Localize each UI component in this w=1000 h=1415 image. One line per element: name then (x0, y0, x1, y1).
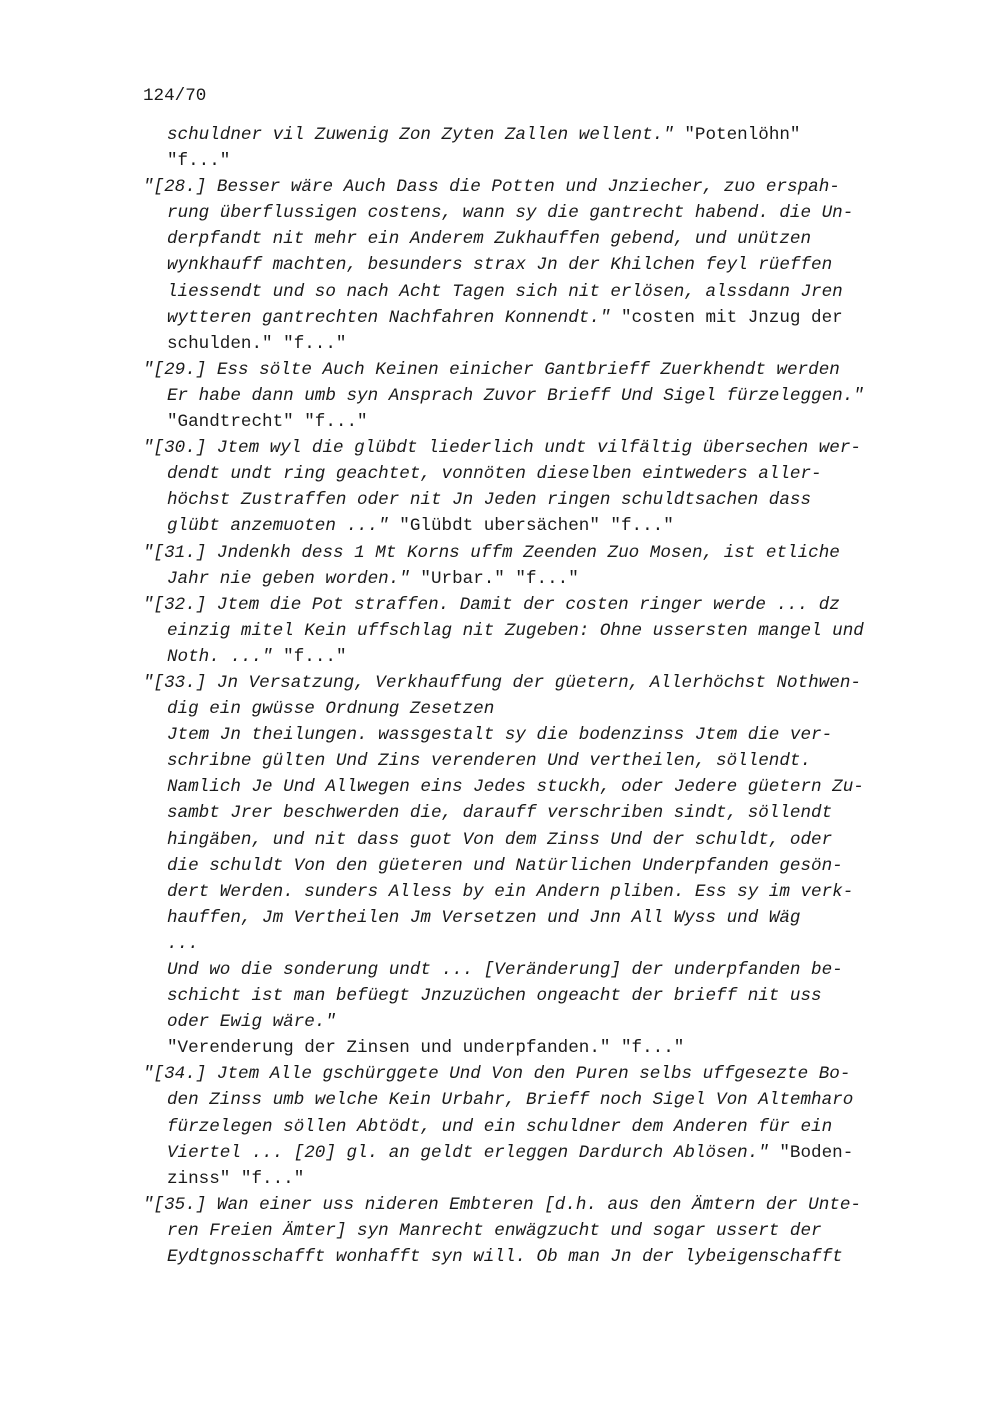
quoted-text: dendt undt ring geachtet, vonnöten dieselben eintweders aller- (167, 464, 822, 485)
quoted-text: Eydtgnosschafft wonhafft syn will. Ob man Jn der lybeigenschafft (167, 1247, 843, 1268)
text-line (143, 487, 913, 513)
text-line (143, 566, 913, 592)
quoted-text: "[29.] Ess sölte Auch Keinen einicher Gantbrieff Zuerkhendt werden (143, 359, 840, 380)
text-line (143, 1087, 913, 1113)
text-line (143, 226, 913, 252)
text-line (143, 827, 913, 853)
quoted-text: den Zinss umb welche Kein Urbahr, Brieff noch Sigel Von Altemharo (167, 1090, 854, 1111)
text-line (143, 1218, 913, 1244)
quoted-text: schuldner vil Zuwenig Zon Zyten Zallen wellent." (167, 125, 674, 145)
text-line (143, 722, 913, 748)
text-line (143, 1114, 913, 1140)
quoted-text: wynkhauff machten, besunders strax Jn der Khilchen feyl rüeffen (167, 255, 833, 276)
text-line (143, 305, 913, 331)
text-line (143, 1009, 913, 1035)
text-line (143, 1035, 913, 1061)
quoted-text: "[33.] Jn Versatzung, Verkhauffung der güetern, Allerhöchst Nothwen- (143, 672, 861, 693)
text-line (143, 905, 913, 931)
text-line (143, 1192, 913, 1218)
quoted-text: "[31.] Jndenkh dess 1 Mt Korns uffm Zeenden Zuo Mosen, ist etliche (143, 542, 840, 563)
quoted-text: ren Freien Ämter] syn Manrecht enwägzucht und sogar ussert der (167, 1220, 822, 1241)
text-line (143, 409, 913, 435)
quoted-text: derpfandt nit mehr ein Anderem Zukhauffen gebend, und unützen (167, 229, 812, 250)
quoted-text: hingäben, und nit dass guot Von dem Zinss Und der schuldt, oder (167, 829, 833, 850)
text-line (143, 774, 913, 800)
annotation-text: "Potenlöhn" (673, 125, 801, 145)
text-line (143, 435, 913, 461)
annotation-text: "Boden- (768, 1142, 854, 1163)
text-line (143, 931, 913, 957)
quoted-text: höchst Zustraffen oder nit Jn Jeden ringen schuldtsachen dass (167, 490, 812, 511)
quoted-text: "[28.] Besser wäre Auch Dass die Potten und Jnziecher, zuo erspah- (143, 177, 840, 198)
quoted-text: Viertel ... [20] gl. an geldt erleggen Dardurch Ablösen." (167, 1142, 769, 1163)
quoted-text: glübt anzemuoten ..." (167, 516, 389, 537)
text-line (143, 279, 913, 305)
text-line (143, 122, 913, 148)
annotation-text: "Urbar." "f..." (409, 568, 579, 589)
quoted-text: Jahr nie geben worden." (167, 568, 410, 589)
quoted-text: fürzelegen söllen Abtödt, und ein schuldner dem Anderen für ein (167, 1116, 833, 1137)
page-number: 124/70 (143, 86, 207, 106)
quoted-text: rung überflussigen costens, wann sy die gantrecht habend. die Un- (167, 203, 854, 224)
document-text (143, 122, 913, 1270)
text-line (143, 696, 913, 722)
text-line (143, 331, 913, 357)
annotation-text: "f..." (272, 646, 347, 667)
text-line (143, 983, 913, 1009)
text-line (143, 252, 913, 278)
text-line (143, 618, 913, 644)
quoted-text: dig ein gwüsse Ordnung Zesetzen (167, 699, 495, 720)
quoted-text: sambt Jrer beschwerden die, darauff verschriben sindt, söllendt (167, 803, 833, 824)
text-line (143, 357, 913, 383)
quoted-text: Jtem Jn theilungen. wassgestalt sy die bodenzinss Jtem die ver- (167, 725, 833, 746)
text-line (143, 957, 913, 983)
quoted-text: die schuldt Von den güeteren und Natürlichen Underpfanden gesön- (167, 855, 843, 876)
text-line (143, 853, 913, 879)
quoted-text: Und wo die sonderung undt ... [Veränderung] der underpfanden be- (167, 960, 843, 980)
quoted-text: schicht ist man befüegt Jnzuzüchen ongeacht der brieff nit uss (167, 986, 822, 1007)
text-line (143, 670, 913, 696)
text-line (143, 592, 913, 618)
text-line (143, 148, 913, 174)
annotation-text: "Gandtrecht" "f..." (167, 412, 368, 433)
quoted-text: einzig mitel Kein uffschlag nit Zugeben: Ohne ussersten mangel und (167, 620, 864, 641)
quoted-text: Er habe dann umb syn Ansprach Zuvor Brieff Und Sigel fürzeleggen." (167, 385, 864, 406)
text-line (143, 879, 913, 905)
quoted-text: Namlich Je Und Allwegen eins Jedes stuckh, oder Jedere güetern Zu- (167, 777, 864, 798)
quoted-text: "[32.] Jtem die Pot straffen. Damit der costen ringer werde ... dz (143, 594, 840, 615)
text-line (143, 1140, 913, 1166)
quoted-text: oder Ewig wäre." (167, 1012, 336, 1033)
quoted-text: wytteren gantrechten Nachfahren Konnendt." (167, 307, 611, 328)
text-line (143, 748, 913, 774)
quoted-text: schribne gülten Und Zins verenderen Und vertheilen, söllendt. (167, 751, 812, 772)
text-line (143, 174, 913, 200)
text-line (143, 461, 913, 487)
text-line (143, 644, 913, 670)
text-line (143, 1244, 913, 1270)
annotation-text: schulden." "f..." (167, 333, 347, 354)
text-line (143, 1166, 913, 1192)
quoted-text: "[35.] Wan einer uss nideren Embteren [d.h. aus den Ämtern der Unte- (143, 1194, 861, 1215)
quoted-text: dert Werden. sunders Alless by ein Andern pliben. Ess sy im verk- (167, 881, 854, 902)
quoted-text: ... (167, 933, 199, 954)
annotation-text: "Glübdt ubersächen" "f..." (388, 516, 674, 537)
quoted-text: liessendt und so nach Acht Tagen sich nit erlösen, alssdann Jren (167, 281, 843, 302)
quoted-text: Noth. ..." (167, 646, 273, 667)
text-line (143, 200, 913, 226)
annotation-text: "f..." (167, 151, 231, 172)
annotation-text: zinss" "f..." (167, 1168, 305, 1189)
annotation-text: "Verenderung der Zinsen und underpfanden." "f..." (167, 1038, 685, 1059)
text-line (143, 800, 913, 826)
quoted-text: hauffen, Jm Vertheilen Jm Versetzen und Jnn All Wyss und Wäg (167, 907, 801, 928)
annotation-text: "costen mit Jnzug der (610, 307, 843, 328)
text-line (143, 540, 913, 566)
text-line (143, 383, 913, 409)
text-line (143, 1061, 913, 1087)
quoted-text: "[30.] Jtem wyl die glübdt liederlich undt vilfältig übersechen wer- (143, 438, 861, 459)
text-line (143, 513, 913, 539)
quoted-text: "[34.] Jtem Alle gschürggete Und Von den Puren selbs uffgesezte Bo- (143, 1064, 851, 1085)
